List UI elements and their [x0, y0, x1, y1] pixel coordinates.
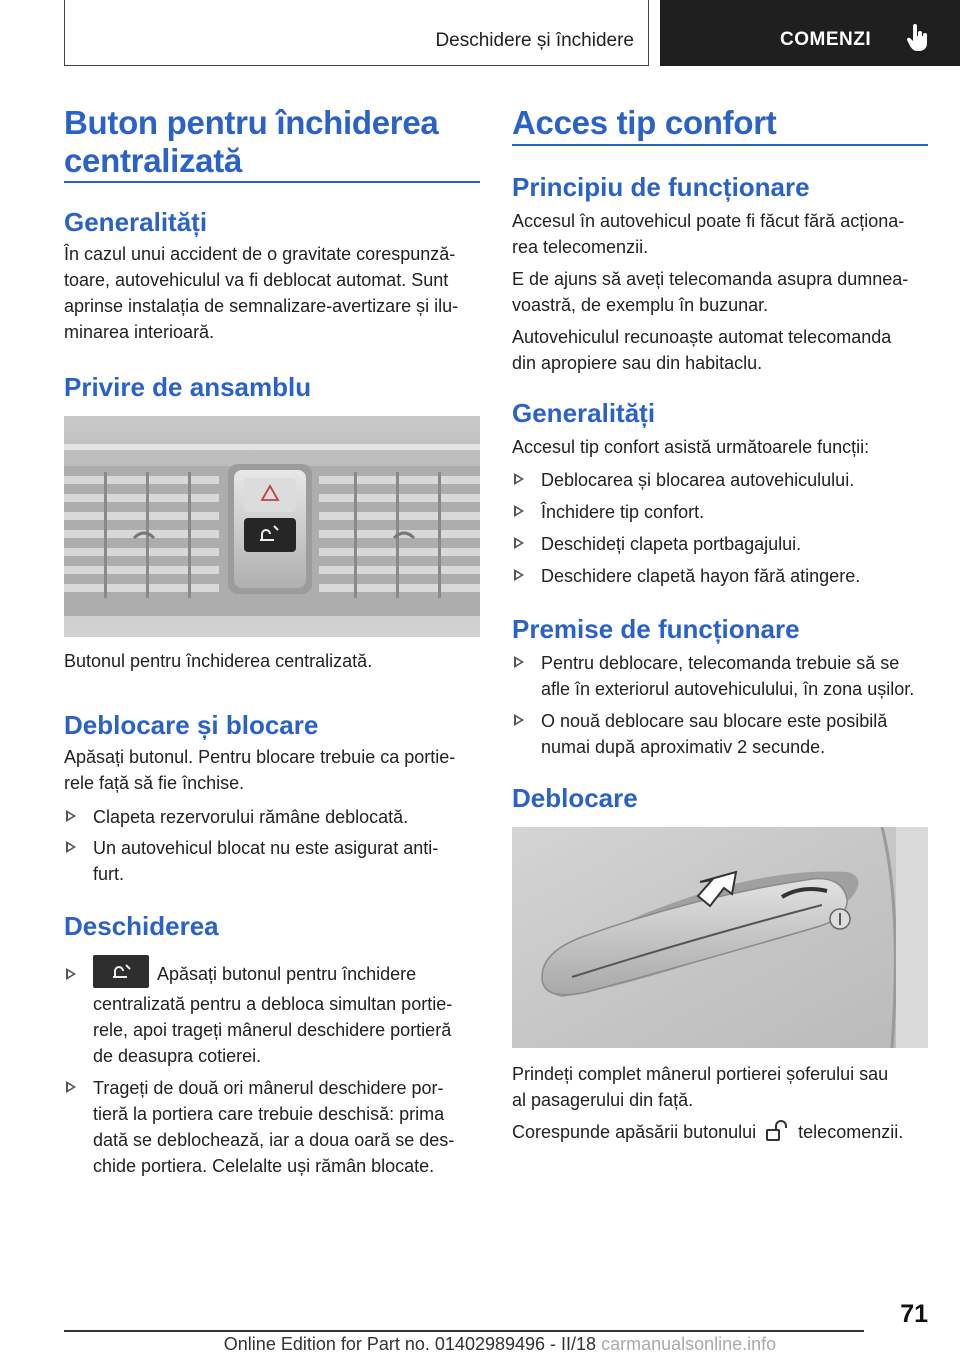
principiu-para-1: Accesul în autovehicul poate fi făcut fără acționa- rea telecomenzii.: [512, 211, 905, 257]
privire-caption: Butonul pentru închiderea centralizată.: [64, 651, 373, 671]
principiu-para-3: Autovehiculul recunoaște automat telecomanda din apropiere sau din habitaclu.: [512, 327, 892, 373]
right-title: Acces tip confort: [512, 104, 777, 141]
triangle-bullet-icon: [514, 473, 524, 485]
footer-edition: Online Edition for Part no. 01402989496 - II/18 carmanualsonline.info: [223, 1334, 777, 1354]
triangle-bullet-icon: [66, 841, 76, 853]
list-item: O nouă deblocare sau blocare este posibilă numai după aproximativ 2 secunde.: [512, 708, 928, 760]
header-tab-label: COMENZI: [780, 29, 872, 50]
list-item: Deschideți clapeta portbagajului.: [512, 531, 928, 557]
heading-deblocare: Deblocare: [512, 783, 638, 813]
heading-deschiderea: Deschiderea: [64, 911, 219, 941]
list-item: Un autovehicul blocat nu este asigurat anti- furt.: [64, 835, 480, 887]
list-item: Clapeta rezervorului rămâne deblocată.: [64, 804, 480, 830]
list-item: Deschidere clapetă hayon fără atingere.: [512, 563, 928, 589]
title-rule: [64, 181, 480, 183]
triangle-bullet-icon: [66, 810, 76, 822]
heading-privire: Privire de ansamblu: [64, 372, 312, 402]
deblocare-text: Prindeți complet mânerul portierei șoferului sau al pasagerului din față.: [512, 1064, 889, 1110]
principiu-para-2: E de ajuns să aveți telecomanda asupra dumnea- voastră, de exemplu în buzunar.: [512, 269, 909, 315]
central-lock-button-icon: [93, 955, 149, 988]
title-rule: [512, 144, 928, 146]
list-item: Apăsați butonul pentru închidere centralizată pentru a debloca simultan portie- rele, apoi trageți mânerul deschidere portieră de deasupra cotierei.: [64, 955, 480, 1069]
list-item: Trageți de două ori mânerul deschidere por- tieră la portiera care trebuie deschisă: prima dată se deblochează, iar a doua oară se des- chide portiera. Celelalte uși rămân blocate.: [64, 1075, 480, 1179]
triangle-bullet-icon: [514, 714, 524, 726]
heading-generalitati-r: Generalități: [512, 398, 656, 428]
heading-premise: Premise de funcționare: [512, 614, 800, 644]
header-section-title: Deschidere și închidere: [435, 30, 634, 51]
heading-generalitati: Generalități: [64, 207, 208, 237]
triangle-bullet-icon: [66, 1081, 76, 1093]
page-number: 71: [900, 1300, 928, 1328]
triangle-bullet-icon: [514, 505, 524, 517]
heading-deblocare-blocare: Deblocare și blocare: [64, 710, 319, 740]
heading-principiu: Principiu de funcționare: [512, 172, 810, 202]
door-handle-photo: [512, 827, 928, 1048]
footer-rule: [64, 1330, 864, 1332]
hand-pointer-icon: [907, 24, 929, 52]
triangle-bullet-icon: [514, 656, 524, 668]
unlock-icon: [764, 1120, 790, 1142]
triangle-bullet-icon: [66, 968, 76, 980]
list-item: Deblocarea și blocarea autovehiculului.: [512, 467, 928, 493]
list-item: Pentru deblocare, telecomanda trebuie să se afle în exteriorul autovehiculului, în zona ușilor.: [512, 650, 928, 702]
header-section-box: [64, 0, 649, 66]
header-tab[interactable]: [660, 0, 960, 66]
triangle-bullet-icon: [514, 569, 524, 581]
generalitati-intro: Accesul tip confort asistă următoarele funcții:: [512, 437, 870, 457]
triangle-bullet-icon: [514, 537, 524, 549]
watermark: carmanualsonline.info: [601, 1334, 777, 1354]
central-lock-button-photo: [64, 416, 480, 637]
left-title: Buton pentru închiderea centralizată: [64, 104, 439, 179]
generalitati-text: În cazul unui accident de o gravitate corespunză- toare, autovehiculul va fi deblocat automat. Sunt aprinse instalația de semnalizare-avertizare și ilu- minarea interioară.: [64, 244, 459, 342]
deblocare-remote-line: Corespunde apăsării butonului telecomenzii.: [512, 1122, 904, 1142]
list-item: Închidere tip confort.: [512, 499, 928, 525]
deblocare-blocare-text: Apăsați butonul. Pentru blocare trebuie ca portie- rele față să fie închise.: [64, 747, 456, 793]
